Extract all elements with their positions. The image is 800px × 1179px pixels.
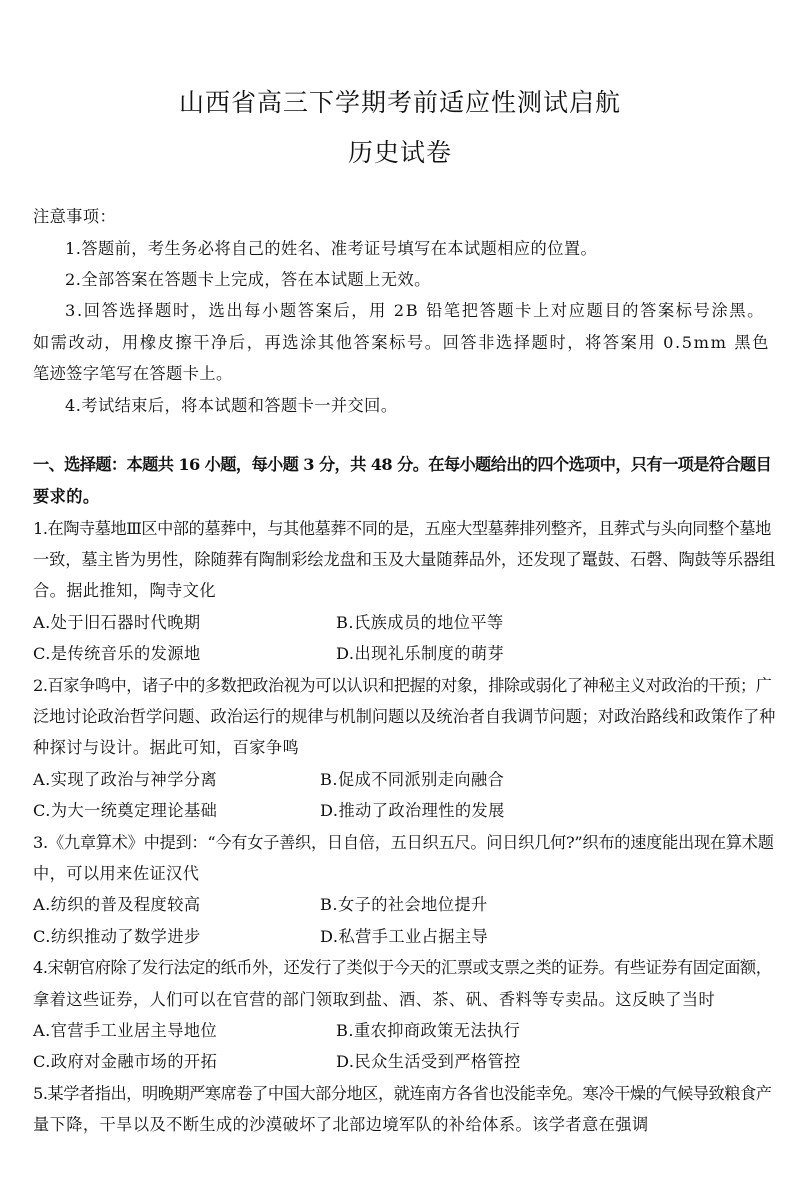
question-stem: 1.在陶寺墓地Ⅲ区中部的墓葬中，与其他墓葬不同的是，五座大型墓葬排列整齐，且葬式与头向同整个墓地 (33, 519, 771, 538)
option-d: D.出现礼乐制度的萌芽 (336, 644, 505, 663)
option-b: B.重农抑商政策无法执行 (336, 1021, 521, 1040)
option-b: B.女子的社会地位提升 (320, 895, 488, 914)
notice-heading: 注意事项： (33, 207, 117, 226)
option-c: C.政府对金融市场的开拓 (33, 1052, 218, 1071)
notice-item: 2.全部答案在答题卡上完成，答在本试题上无效。 (65, 270, 431, 289)
notice-item: 如需改动，用橡皮擦干净后，再选涂其他答案标号。回答非选择题时，将答案用 0.5mm 黑色 (33, 333, 770, 352)
option-d: D.私营手工业占据主导 (320, 927, 489, 946)
option-a: A.处于旧石器时代晚期 (33, 613, 201, 632)
option-c: C.是传统音乐的发源地 (33, 644, 201, 663)
question-stem: 种探讨与设计。据此可知，百家争鸣 (33, 738, 300, 757)
option-b: B.氏族成员的地位平等 (336, 613, 504, 632)
question-stem: 4.宋朝官府除了发行法定的纸币外，还发行了类似于今天的汇票或支票之类的证券。有些证券有固定面额， (33, 958, 772, 977)
notice-item: 4.考试结束后，将本试题和答题卡一并交回。 (65, 396, 398, 415)
section-heading: 一、选择题：本题共 16 小题，每小题 3 分，共 48 分。在每小题给出的四个选项中，只有一项是符合题目 (33, 455, 772, 474)
option-a: A.实现了政治与神学分离 (33, 770, 218, 789)
option-a: A.官营手工业居主导地位 (33, 1021, 218, 1040)
option-d: D.民众生活受到严格管控 (336, 1052, 521, 1071)
question-stem: 一致，墓主皆为男性，除随葬有陶制彩绘龙盘和玉及大量随葬品外，还发现了鼍鼓、石磬、陶鼓等乐器组 (33, 550, 776, 569)
option-a: A.纺织的普及程度较高 (33, 895, 201, 914)
option-d: D.推动了政治理性的发展 (320, 801, 505, 820)
option-c: C.为大一统奠定理论基础 (33, 801, 218, 820)
question-stem: 量下降，干旱以及不断生成的沙漠破坏了北部边境军队的补给体系。该学者意在强调 (33, 1115, 649, 1134)
notice-item: 1.答题前，考生务必将自己的姓名、准考证号填写在本试题相应的位置。 (65, 239, 598, 258)
question-stem: 2.百家争鸣中，诸子中的多数把政治视为可以认识和把握的对象，排除或弱化了神秘主义对政治的干预；广 (33, 676, 772, 695)
option-c: C.纺织推动了数学进步 (33, 927, 201, 946)
question-stem: 合。据此推知，陶寺文化 (33, 581, 217, 600)
notice-item: 笔迹签字笔写在答题卡上。 (33, 364, 233, 383)
question-stem: 5.某学者指出，明晚期严寒席卷了中国大部分地区，就连南方各省也没能幸免。寒冷干燥的气候导致粮食产 (33, 1084, 772, 1103)
question-stem: 泛地讨论政治哲学问题、政治运行的规律与机制问题以及统治者自我调节问题；对政治路线和政策作了种 (33, 707, 776, 726)
question-stem: 3.《九章算术》中提到：“今有女子善织，日自倍，五日织五尺。问日织几何?”织布的速度能出现在算术题 (33, 833, 774, 852)
question-stem: 拿着这些证券，人们可以在官营的部门领取到盐、酒、茶、矾、香料等专卖品。这反映了当时 (33, 990, 716, 1009)
exam-subtitle: 历史试卷 (347, 138, 452, 167)
notice-item: 3.回答选择题时，选出每小题答案后，用 2B 铅笔把答题卡上对应题目的答案标号涂黑。 (65, 301, 765, 320)
option-b: B.促成不同派别走向融合 (320, 770, 505, 789)
question-stem: 中，可以用来佐证汉代 (33, 864, 200, 883)
exam-title: 山西省高三下学期考前适应性测试启航 (178, 88, 621, 117)
section-heading: 要求的。 (33, 487, 100, 506)
